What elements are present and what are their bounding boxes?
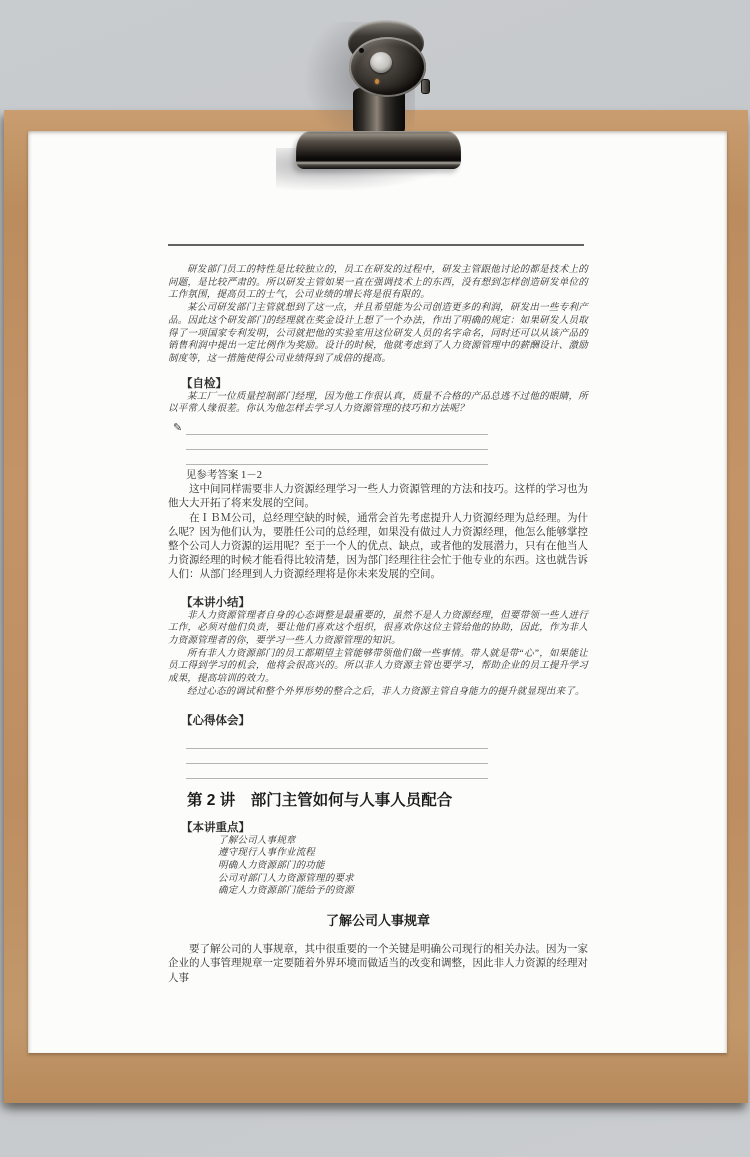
reflection-title: 【心得体会】: [181, 714, 250, 727]
reflection-write-area: [186, 736, 488, 779]
clip-back-ring: [348, 20, 424, 66]
clip-lever: [421, 79, 430, 94]
pen-icon: ✎: [173, 422, 183, 435]
keypoint-item: 了解公司人事规章: [218, 835, 296, 846]
section-heading: 了解公司人事规章: [325, 913, 430, 929]
answer-line: [186, 422, 488, 435]
keypoint-item: 明确人力资源部门的功能: [218, 860, 325, 871]
clip-spring-disc: [349, 37, 426, 97]
reflection-line: [186, 736, 488, 749]
keypoint-item: 确定人力资源部门能给予的资源: [218, 886, 354, 897]
self-check-title: 【自检】: [181, 377, 227, 390]
keypoint-item: 遵守现行人事作业流程: [218, 848, 316, 859]
summary-title: 【本讲小结】: [181, 596, 250, 609]
answer-line: [186, 437, 488, 450]
answer-reference: 见参考答案 1－2: [185, 470, 262, 482]
header-rule: [168, 244, 584, 246]
summary-paragraph-1: 非人力资源管理者自身的心态调整是最重要的，虽然不是人力资源经理，但要带领一些人进行工作，必须对他们负责，要让他们喜欢这个组织，很喜欢你这位主管给他的协助，因此，作为非人力资源管理者的你，要学习一些人力资源管理的知识。: [168, 610, 588, 647]
reflection-line: [186, 766, 488, 779]
lecture-2-title: 第 2 讲 部门主管如何与人事人员配合: [187, 791, 453, 809]
reflection-line: [186, 751, 488, 764]
case-paragraph-2: 某公司研发部门主管就想到了这一点，并且希望能为公司创造更多的利润，研发出一些专利产品。因此这个研发部门的经理就在奖金设计上想了一个办法，作出了明确的规定：如果研发人员取得了一项国家专利发明，公司就把他的实验室用这位研发人员的名字命名，同时还可以从该产品的销售利润中提出一定比例作为奖励。设计的时候，他就考虑到了人力资源管理中的薪酬设计、激励制度等，这一措施使得公司业绩得到了成倍的提高。: [168, 303, 588, 364]
paragraph-4: 在ＩＢＭ公司，总经理空缺的时候，通常会首先考虑提升人力资源经理为总经理。为什么呢？因为他们认为，要胜任公司的总经理，如果没有做过人力资源经理，他怎么能够掌控整个公司人力资源的运用呢？至于一个人的优点、缺点，或者他的发展潜力，只有在他当人力资源经理的时候才能看得比较清楚，因为部门经理往往会忙于他专业的东西。这也就告诉人们：从部门经理到人力资源经理将是你未来发展的空间。: [168, 512, 588, 581]
self-check-question: 某工厂一位质量控制部门经理，因为他工作很认真，质量不合格的产品总逃不过他的眼睛，所以平常人缘很差。你认为他怎样去学习人力资源管理的技巧和方法呢？: [168, 391, 588, 415]
answer-write-area: [173, 422, 488, 465]
keypoint-item: 公司对部门人力资源管理的要求: [218, 873, 354, 884]
document-content: [168, 236, 588, 986]
answer-line: [186, 452, 488, 465]
keypoints-title: 【本讲重点】: [181, 821, 250, 834]
clip-disc-hole: [370, 52, 392, 73]
clip-rivet-dot: [359, 48, 364, 53]
summary-paragraph-3: 经过心态的调试和整个外界形势的整合之后，非人力资源主管自身能力的提升就显现出来了。: [187, 686, 585, 697]
clip-glint: [375, 79, 379, 84]
case-paragraph-1: 研发部门员工的特性是比较独立的，员工在研发的过程中，研发主管跟他讨论的都是技术上的问题，是比较严肃的。所以研发主管如果一直在强调技术上的东西，没有想到怎样创造研发单位的工作氛围，提高员工的士气，公司业绩的增长将是很有限的。: [168, 265, 588, 301]
final-paragraph: 要了解公司的人事规章，其中很重要的一个关键是明确公司现行的相关办法。因为一家企业的人事管理规章一定要随着外界环境而做适当的改变和调整，因此非人力资源的经理对人事: [168, 944, 588, 984]
keypoints-list: [218, 835, 588, 899]
paragraph-3: 这中间同样需要非人力资源经理学习一些人力资源管理的方法和技巧。这样的学习也为他大大开拓了将来发展的空间。: [168, 484, 588, 510]
summary-paragraph-2: 所有非人力资源部门的员工都期望主管能够带领他们做一些事情。带人就是带“心”，如果能让员工得到学习的机会，他将会很高兴的。所以非人力资源主管也要学习，帮助企业的员工提升学习成果，提高培训的效力。: [168, 648, 588, 685]
